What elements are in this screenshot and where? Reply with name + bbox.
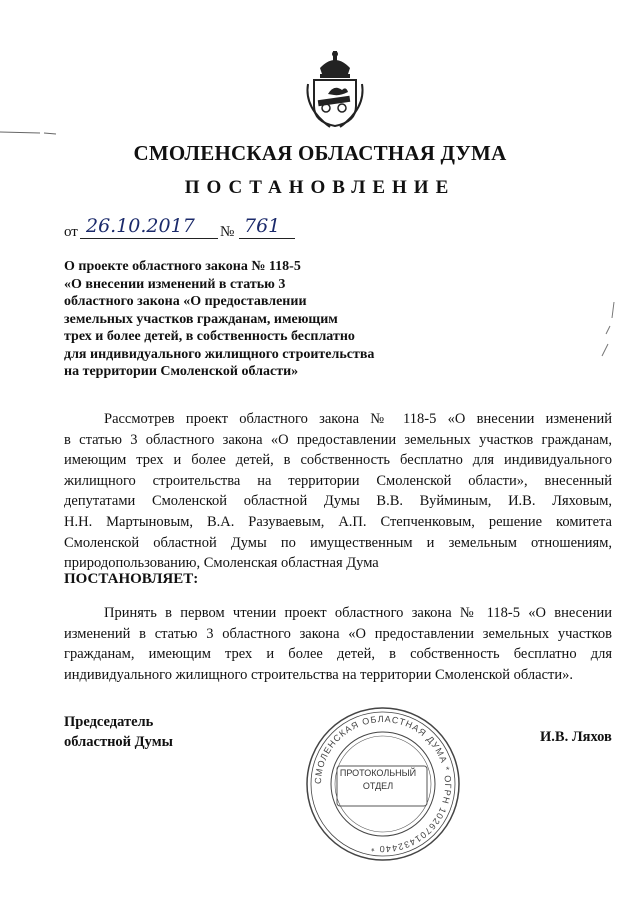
scan-mark bbox=[0, 128, 58, 136]
paragraph-line: депутатами Смоленской областной Думы В.В. Вуйминым, И.В. Ляховым, bbox=[64, 493, 612, 510]
paragraph-line: Принять в первом чтении проект областного закона № 118-5 «О внесении bbox=[104, 605, 612, 621]
paragraph-line: Смоленской областной Думы по имущественным и земельным отношениям, bbox=[64, 534, 612, 551]
date-from-label: от bbox=[64, 224, 78, 240]
preamble-paragraph bbox=[64, 409, 612, 574]
subject-block bbox=[64, 258, 424, 381]
paragraph-line: гражданам, имеющим трех и более детей, в собственность бесплатно для bbox=[64, 646, 612, 663]
paragraph-line: индивидуального жилищного строительства на территории Смоленской области». bbox=[64, 666, 574, 683]
signatory-title-line: областной Думы bbox=[64, 734, 173, 750]
resolution-paragraph bbox=[64, 603, 612, 685]
paragraph-line: изменений в статью 3 областного закона «О предоставлении земельных участков bbox=[64, 625, 612, 642]
handwritten-number: 761 bbox=[244, 215, 281, 237]
handwritten-date: 26.10.2017 bbox=[86, 215, 195, 237]
seal-text-line: ПРОТОКОЛЬНЫЙ bbox=[339, 768, 417, 778]
subject-line: для индивидуального жилищного строительства bbox=[64, 346, 375, 362]
subject-line: трех и более детей, в собственность бесплатно bbox=[64, 329, 355, 344]
paragraph-line: Н.Н. Мартыновым, В.А. Разуваевым, А.П. Степченковым, решение комитета bbox=[64, 513, 612, 530]
document-type-heading: ПОСТАНОВЛЕНИЕ bbox=[184, 177, 456, 198]
seal-text-line: ОТДЕЛ bbox=[362, 781, 394, 791]
paragraph-line: жилищного строительства на территории Смоленской области», внесенный bbox=[64, 472, 612, 489]
subject-line: областного закона «О предоставлении bbox=[64, 294, 307, 309]
subject-line: земельных участков гражданам, имеющим bbox=[64, 311, 338, 327]
subject-line: «О внесении изменений в статью 3 bbox=[64, 276, 286, 292]
subject-line: на территории Смоленской области» bbox=[64, 364, 299, 379]
subject-line: О проекте областного закона № 118-5 bbox=[64, 259, 301, 274]
paragraph-line: в статью 3 областного закона «О предоставлении земельных участков гражданам, bbox=[64, 431, 612, 448]
paragraph-line: имеющим трех и более детей, в собственность бесплатно для индивидуального bbox=[64, 452, 612, 469]
number-underline bbox=[239, 238, 295, 239]
scan-mark bbox=[600, 300, 620, 360]
seal-center-text bbox=[335, 767, 421, 807]
organization-title: СМОЛЕНСКАЯ ОБЛАСТНАЯ ДУМА bbox=[133, 141, 507, 165]
decree-heading: ПОСТАНОВЛЯЕТ: bbox=[64, 571, 199, 587]
signatory-name: И.В. Ляхов bbox=[540, 729, 612, 745]
signatory-title-line: Председатель bbox=[64, 714, 154, 730]
seal-ring-text: СМОЛЕНСКАЯ ОБЛАСТНАЯ ДУМА * ОГРН 1026701432440 * bbox=[312, 713, 454, 855]
paragraph-line: Рассмотрев проект областного закона № 118-5 «О внесении изменений bbox=[104, 411, 612, 427]
number-label: № bbox=[220, 224, 235, 240]
signatory-title bbox=[64, 712, 173, 752]
coat-of-arms-emblem bbox=[300, 48, 370, 128]
date-underline bbox=[80, 238, 218, 239]
paragraph-line: природопользованию, Смоленская областная Дума bbox=[64, 555, 379, 572]
